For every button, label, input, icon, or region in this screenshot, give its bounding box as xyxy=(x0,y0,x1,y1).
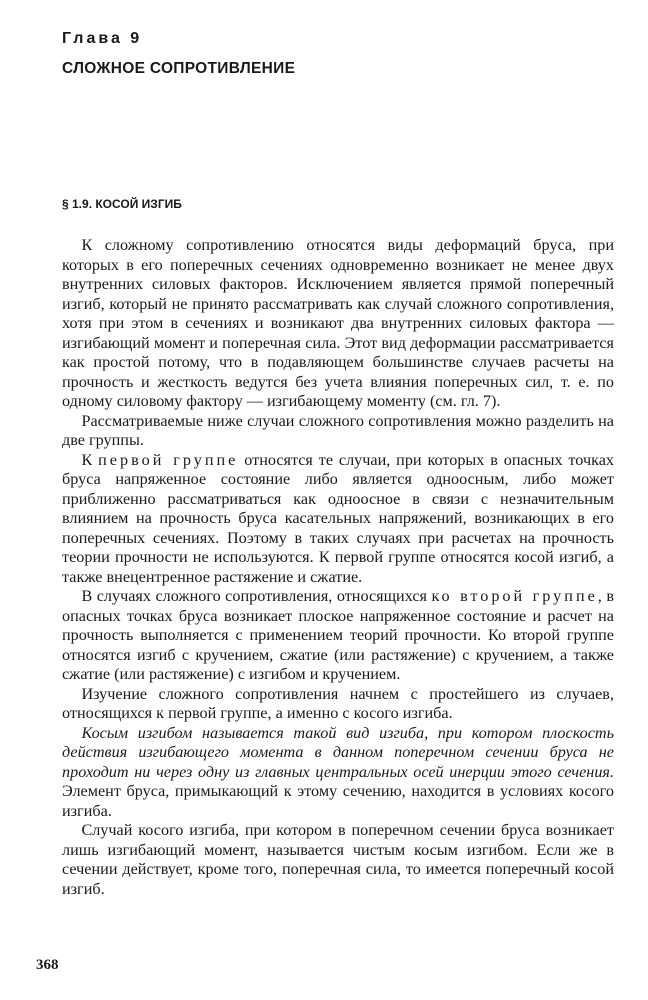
paragraph-2: Рассматриваемые ниже случаи сложного сопротивления можно разделить на две группы. xyxy=(62,411,614,449)
paragraph-4-after: , в опасных точках бруса возникает плоское напряженное состояние и расчет на прочность выполняется с применением теорий прочности. Ко второй группе относятся изгиб с кручением, сжатие (или растяжение) с кручением, а также сжатие (или растяжение) с изгибом и кручением. xyxy=(62,587,614,683)
definition-oblique-bending: Косым изгибом называется такой вид изгиба, при котором плоскость действия изгибающего момента в данном поперечном сечении бруса не проходит ни через одну из главных центральных осей инерции этого сечения. xyxy=(62,723,614,781)
paragraph-3-after: относятся те случаи, при которых в опасных точках бруса напряженное состояние либо является одноосным, либо может приближенно рассматриваться как одноосное в связи с незначительным влиянием на прочность бруса касательных напряжений, возникающих в его поперечных сечениях. Поэтому в таких случаях при расчетах на прочность теории прочности не используются. К первой группе относятся косой изгиб, а также внецентренное растяжение и сжатие. xyxy=(62,450,614,586)
paragraph-3-emphasis: первой группе xyxy=(98,450,239,469)
paragraph-6 xyxy=(62,724,614,822)
paragraph-3 xyxy=(62,451,614,588)
paragraph-5: Изучение сложного сопротивления начнем с простейшего из случаев, относящихся к первой группе, а именно с косого изгиба. xyxy=(62,684,614,722)
paragraph-4-before: В случаях сложного сопротивления, относящихся xyxy=(81,587,432,605)
page-number: 368 xyxy=(36,957,59,973)
chapter-title: СЛОЖНОЕ СОПРОТИВЛЕНИЕ xyxy=(62,60,296,77)
paragraph-3-before: К xyxy=(81,450,99,469)
paragraph-7: Случай косого изгиба, при котором в поперечном сечении бруса возникает лишь изгибающий момент, называется чистым косым изгибом. Если же в сечении действует, кроме того, поперечная сила, то имеется поперечный косой изгиб. xyxy=(62,821,614,898)
paragraph-4 xyxy=(62,587,614,685)
chapter-label: Глава 9 xyxy=(62,30,143,47)
body-text xyxy=(62,236,614,899)
paragraph-6-after: Элемент бруса, примыкающий к этому сечению, находится в условиях косого изгиба. xyxy=(62,782,614,820)
paragraph-4-emphasis: ко второй группе xyxy=(431,587,598,605)
section-heading: § 1.9. КОСОЙ ИЗГИБ xyxy=(62,197,182,211)
paragraph-1: К сложному сопротивлению относятся виды деформаций бруса, при которых в его поперечных сечениях одновременно возникает не менее двух внутренних силовых факторов. Исключением является прямой поперечный изгиб, который не принято рассматривать как случай сложного сопротивления, хотя при этом в сечениях и возникают два внутренних силовых фактора — изгибающий момент и поперечная сила. Этот вид деформации рассматривается как простой потому, что в подавляющем большинстве случаев расчеты на прочность и жесткость ведутся без учета влияния поперечных сил, т. е. по одному силовому фактору — изгибающему моменту (см. гл. 7). xyxy=(62,236,614,410)
